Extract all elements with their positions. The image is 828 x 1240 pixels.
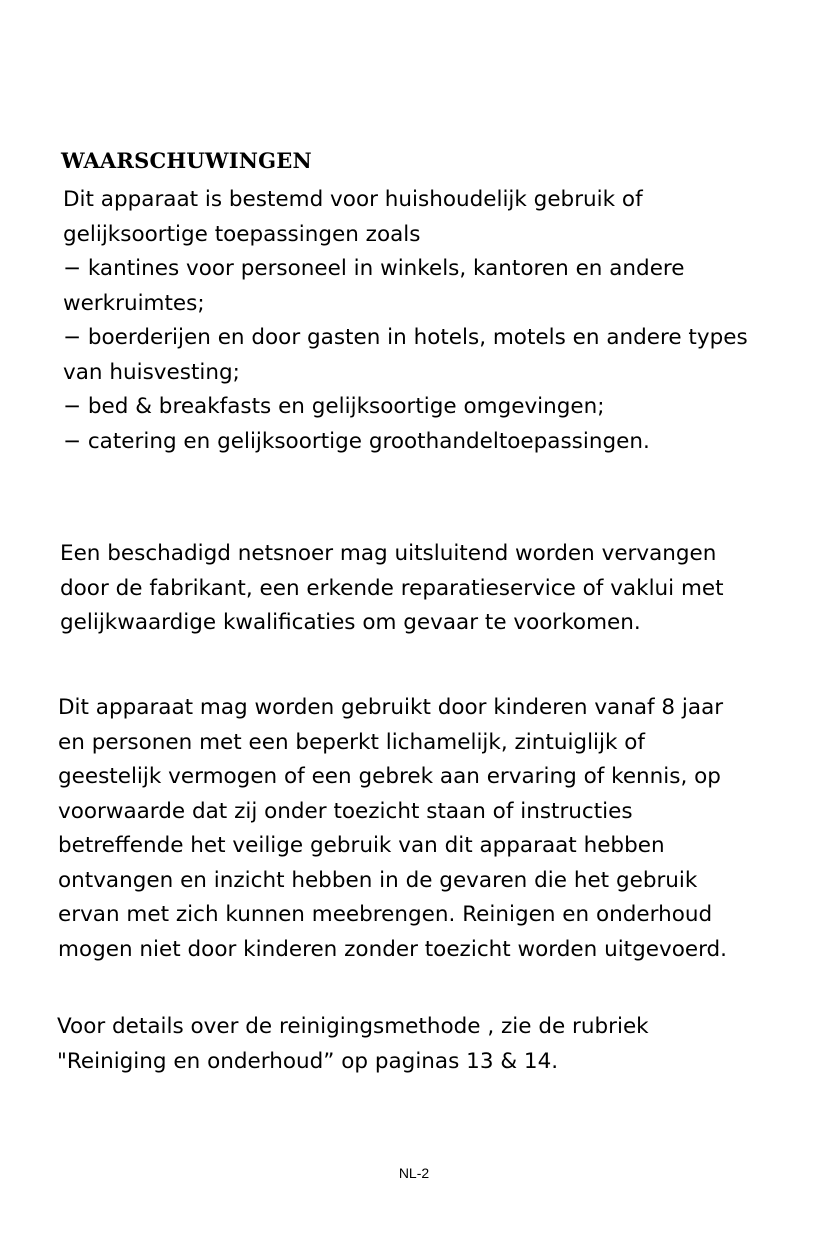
cleaning-reference-paragraph — [57, 1010, 649, 1079]
text-line: voorwaarde dat zij onder toezicht staan of instructies — [58, 798, 633, 824]
text-line: Dit apparaat is bestemd voor huishoudelijk gebruik of — [63, 187, 643, 212]
text-line: Voor details over de reinigingsmethode , zie de rubriek — [57, 1014, 649, 1039]
children-safety-paragraph — [58, 691, 727, 967]
text-line: Dit apparaat mag worden gebruikt door kinderen vanaf 8 jaar — [58, 695, 724, 720]
power-cord-paragraph — [60, 537, 724, 641]
text-line: van huisvesting; — [63, 359, 240, 385]
text-line: − catering en gelijksoortige groothandeltoepassingen. — [63, 428, 650, 454]
text-line: werkruimtes; — [63, 290, 205, 316]
text-line: "Reiniging en onderhoud” op paginas 13 & 14. — [57, 1048, 559, 1074]
page-number: NL-2 — [398, 1165, 430, 1181]
text-line: en personen met een beperkt lichamelijk, zintuiglijk of — [58, 729, 645, 755]
text-line: gelijksoortige toepassingen zoals — [63, 221, 421, 247]
text-line: gelijkwaardige kwalificaties om gevaar te voorkomen. — [60, 610, 641, 635]
page-title: WAARSCHUWINGEN — [61, 148, 312, 173]
text-line: − boerderijen en door gasten in hotels, motels en andere types — [63, 325, 748, 350]
intended-use-paragraph — [63, 183, 748, 459]
text-line: betreffende het veilige gebruik van dit apparaat hebben — [58, 833, 665, 858]
text-line: mogen niet door kinderen zonder toezicht worden uitgevoerd. — [58, 936, 728, 962]
text-line: Een beschadigd netsnoer mag uitsluitend worden vervangen — [60, 541, 717, 566]
text-line: ervan met zich kunnen meebrengen. Reinigen en onderhoud — [58, 902, 713, 927]
text-line: ontvangen en inzicht hebben in de gevaren die het gebruik — [58, 867, 698, 893]
text-line: door de fabrikant, een erkende reparatieservice of vaklui met — [60, 575, 724, 601]
text-line: geestelijk vermogen of een gebrek aan ervaring of kennis, op — [58, 764, 721, 789]
text-line: − bed & breakfasts en gelijksoortige omgevingen; — [63, 394, 605, 419]
text-line: − kantines voor personeel in winkels, kantoren en andere — [63, 256, 685, 281]
